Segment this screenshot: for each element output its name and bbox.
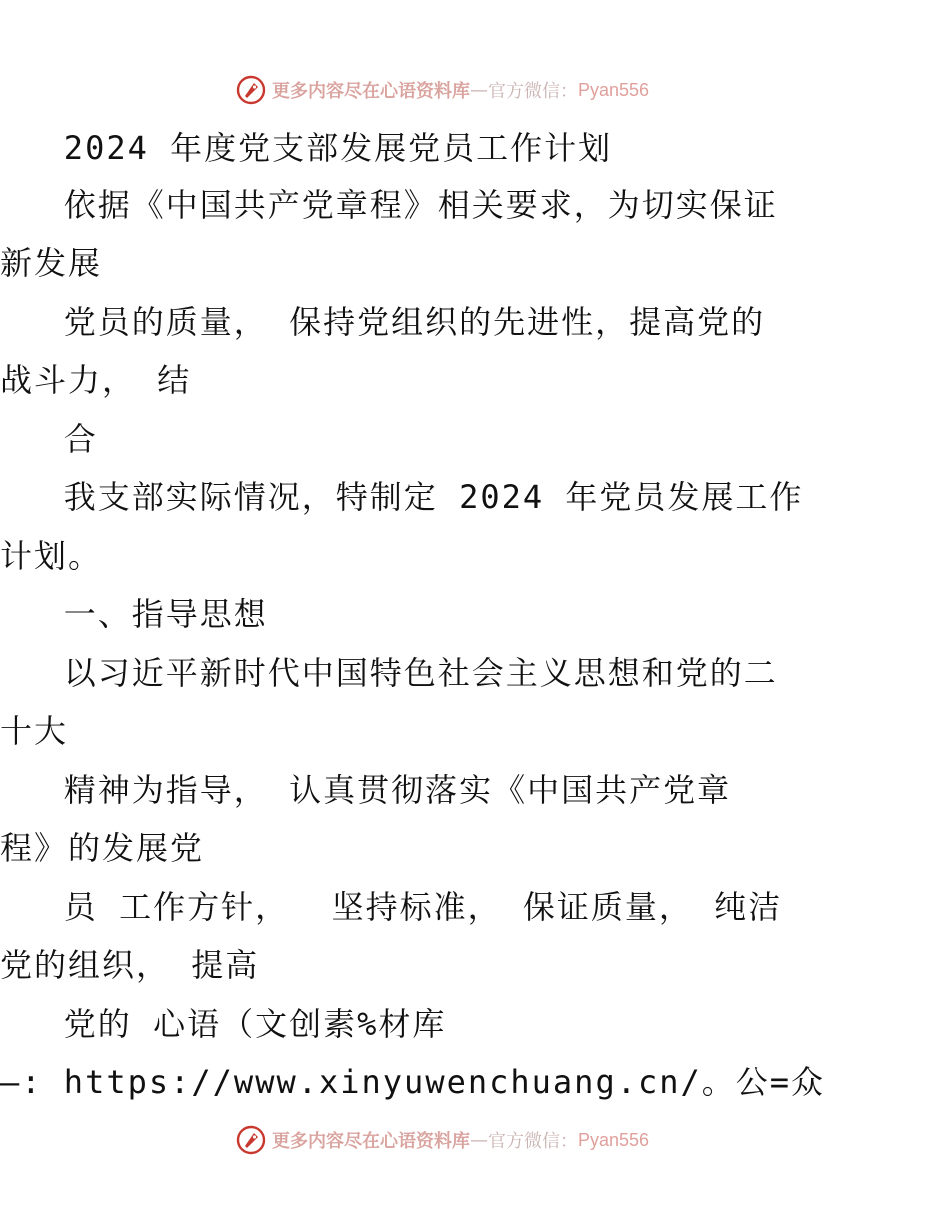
text-line: 依据《中国共产党章程》相关要求，为切实保证: [0, 186, 778, 224]
text-line: 合: [0, 420, 98, 458]
text-line: 党员的质量， 保持党组织的先进性，提高党的: [0, 303, 766, 341]
text-line: 精神为指导， 认真贯彻落实《中国共产党章: [0, 771, 732, 809]
text-line-url: —: https://www.xinyuwenchuang.cn/。公=众: [0, 1063, 826, 1101]
watermark-wechat-id: Pyan556: [578, 79, 650, 100]
watermark-label: 官方微信：: [488, 81, 578, 102]
watermark-wechat-id: Pyan556: [578, 1129, 650, 1150]
text-line: 党的 心语（文创素%材库: [0, 1005, 447, 1043]
pen-nib-logo-icon: [236, 1125, 266, 1155]
text-line: 计划。: [0, 537, 103, 575]
watermark-main-text: 更多内容尽在心语资料库: [272, 1131, 470, 1152]
text-line: 员 工作方针， 坚持标准， 保证质量， 纯洁: [0, 888, 783, 926]
watermark-dash: —: [470, 79, 488, 101]
text-line: 我支部实际情况，特制定 2024 年党员发展工作: [0, 478, 804, 516]
section-heading: 一、指导思想: [0, 595, 268, 633]
watermark-label: 官方微信：: [488, 1131, 578, 1152]
text-line: 新发展: [0, 244, 103, 282]
text-line: 以习近平新时代中国特色社会主义思想和党的二: [0, 654, 778, 692]
text-line: 战斗力， 结: [0, 361, 192, 399]
document-title: 2024 年度党支部发展党员工作计划: [0, 129, 613, 167]
watermark-dash: —: [470, 1129, 488, 1151]
text-line: 十大: [0, 712, 69, 750]
text-line: 党的组织， 提高: [0, 946, 260, 984]
text-line: 程》的发展党: [0, 829, 205, 867]
footer-watermark: [236, 1123, 649, 1157]
watermark-main-text: 更多内容尽在心语资料库: [272, 81, 470, 102]
header-watermark: [236, 73, 649, 107]
pen-nib-logo-icon: [236, 75, 266, 105]
